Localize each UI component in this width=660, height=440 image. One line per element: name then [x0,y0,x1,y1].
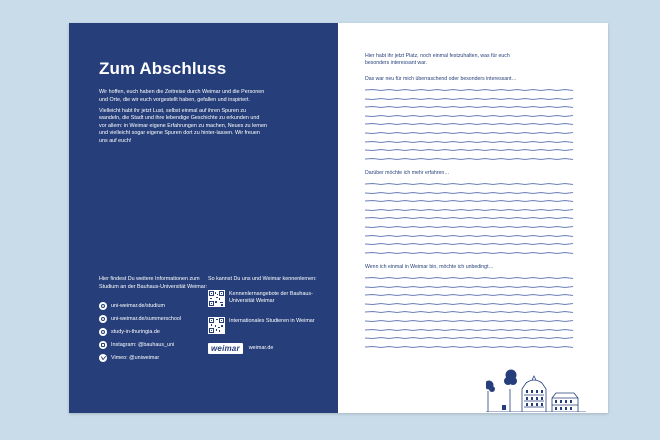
writing-line[interactable] [365,132,573,134]
link-item[interactable] [99,312,209,325]
writing-line[interactable] [365,252,573,254]
globe-icon [99,302,107,310]
link-label[interactable]: uni-weimar.de/studium [111,302,165,309]
weimar-url[interactable]: weimar.de [248,345,274,351]
qr-item[interactable] [208,290,318,311]
writing-line[interactable] [365,141,573,143]
intro-paragraph: Wir hoffen, euch haben die Zeitreise durch Weimar und die Personen und Orte, die wir euch vorgestellt haben, gefallen und inspiriert. [99,89,265,103]
writing-line[interactable] [365,149,573,151]
contact-column [208,276,318,354]
link-item[interactable] [99,351,209,364]
writing-line[interactable] [365,277,573,279]
left-page [69,23,338,413]
writing-line[interactable] [365,98,573,100]
booklet-spread [69,23,608,413]
link-list [99,299,209,364]
qr-code-icon[interactable] [208,317,225,334]
link-label[interactable]: Instagram: @bauhaus_uni [111,341,175,348]
prompt-3: Wenn ich einmal in Weimar bin, möchte ich unbedingt… [365,264,494,270]
writing-line[interactable] [365,106,573,108]
weimar-skyline-illustration [486,367,586,412]
vimeo-icon [99,354,107,362]
contact-heading: So kannst Du uns und Weimar kennenlernen: [208,276,317,282]
writing-line[interactable] [365,123,573,125]
globe-icon [99,328,107,336]
writing-line[interactable] [365,209,573,211]
link-label[interactable]: uni-weimar.de/summerschool [111,315,182,322]
writing-line[interactable] [365,243,573,245]
notes-intro: Hier habt ihr jetzt Platz, noch einmal festzuhalten, was für euch besonders interessant war. [365,53,510,66]
instagram-icon [99,341,107,349]
qr-item[interactable] [208,317,318,338]
qr-code-icon[interactable] [208,290,225,307]
link-item[interactable] [99,325,209,338]
writing-line[interactable] [365,329,573,331]
writing-line[interactable] [365,337,573,339]
right-page [338,23,608,413]
link-label[interactable]: study-in-thuringia.de [111,328,160,335]
intro-paragraph: Vielleicht habt ihr jetzt Lust, selbst einmal auf ihren Spuren zu wandeln, die Stadt und ihre lebendige Geschichte zu erkunden und vor allem: in Weimar eigene Erfahrungen zu machen, Neues zu lernen und vielleicht sogar eigene Spuren dort zu hinter-lassen. Wir freuen uns auf euch! [99,107,267,144]
prompt-2: Darüber möchte ich mehr erfahren… [365,170,450,176]
link-item[interactable] [99,338,209,351]
qr-label: Kennenlernangebote der Bauhaus-Universität Weimar [229,290,313,304]
writing-line[interactable] [365,286,573,288]
writing-line[interactable] [365,235,573,237]
qr-label: Internationales Studieren in Weimar [229,317,315,324]
weimar-row[interactable] [208,343,318,354]
writing-line[interactable] [365,115,573,117]
info-heading: Hier findest Du weitere Informationen zum Studium an der Bauhaus-Universität Weimar: [99,276,208,290]
writing-line[interactable] [365,303,573,305]
writing-line[interactable] [365,294,573,296]
intro-text [99,89,267,149]
link-item[interactable] [99,299,209,312]
writing-line[interactable] [365,192,573,194]
page-title: Zum Abschluss [99,59,227,78]
writing-line[interactable] [365,226,573,228]
link-label[interactable]: Vimeo: @uniweimar [111,354,160,361]
writing-line[interactable] [365,320,573,322]
writing-line[interactable] [365,200,573,202]
globe-icon [99,315,107,323]
writing-line[interactable] [365,346,573,348]
weimar-logo: weimar [208,343,243,354]
writing-line[interactable] [365,89,573,91]
info-column [99,276,209,364]
writing-line[interactable] [365,158,573,160]
prompt-1: Das war neu für mich überraschend oder besonders interessant… [365,76,517,82]
writing-line[interactable] [365,217,573,219]
writing-line[interactable] [365,311,573,313]
writing-line[interactable] [365,183,573,185]
